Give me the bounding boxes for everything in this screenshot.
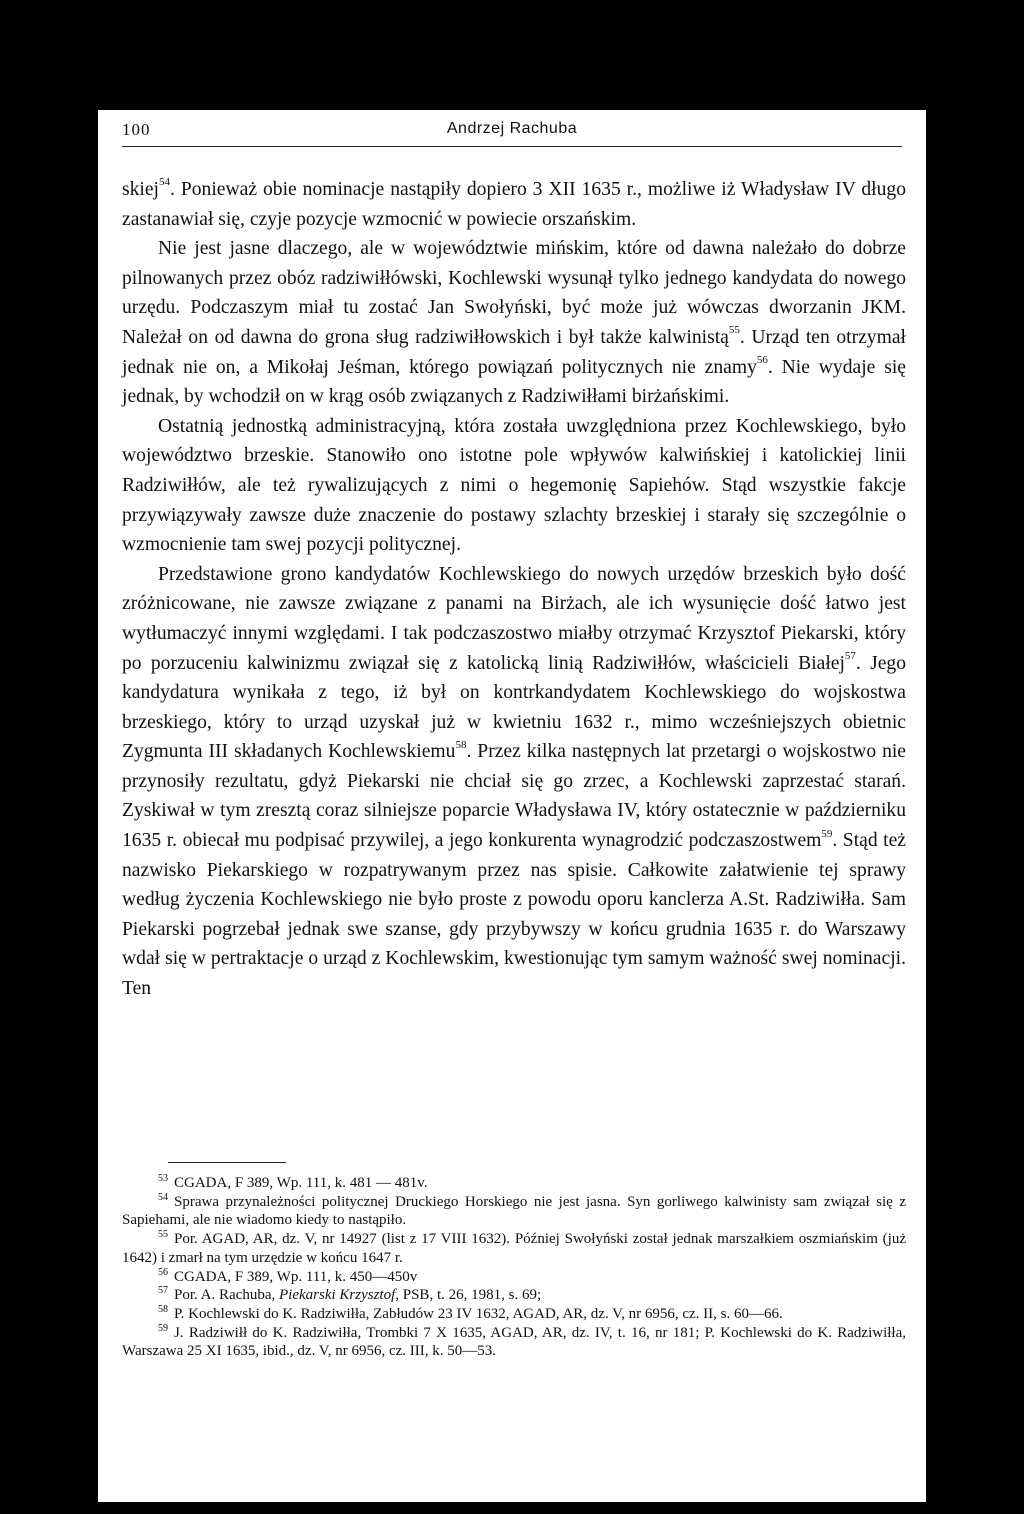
footnote-number: 55 xyxy=(158,1229,168,1241)
footnote xyxy=(122,1324,906,1361)
footnote xyxy=(122,1193,906,1230)
footnote-number: 58 xyxy=(158,1303,168,1315)
paragraph-1 xyxy=(122,175,906,234)
footnote-ref: 54 xyxy=(159,176,171,189)
text-run: Przedstawione grono kandydatów Kochlewskiego do nowych urzędów brzeskich było dość zróżnicowane, nie zawsze związane z panami na Birżach, ale ich wysunięcie dość łatwo jest wytłumaczyć innymi względami. I tak podczaszostwo miałby otrzymać Krzysztof Piekarski, który po porzuceniu kalwinizmu związał się z katolicką linią Radziwiłłów, właścicieli Białej xyxy=(122,563,906,674)
footnote-ref: 58 xyxy=(455,738,467,751)
text-run: . Przez kilka następnych lat przetargi o wojskostwo nie przynosiły rezultatu, gdyż Piekarski nie chciał się go zrzec, a Kochlewski zaprzestać starań. Zyskiwał w tym zresztą coraz silniejsze poparcie Władysława IV, który ostatecznie w październiku 1635 r. obiecał mu podpisać przywilej, a jego konkurenta wynagrodzić podczaszostwem xyxy=(122,741,907,852)
paragraph-3 xyxy=(122,412,906,560)
footnote-italic-title: Piekarski Krzysztof, xyxy=(279,1287,399,1304)
running-header xyxy=(122,118,902,147)
footnote-separator xyxy=(168,1162,286,1163)
text-run: . Jego kandydatura wynikała z tego, iż był on kontrkandydatem Kochlewskiego do wojskostwa brzeskiego, który to urząd uzyskał już w kwietniu 1632 r., mimo wcześniejszych obietnic Zygmunta III składanych Kochlewskiemu xyxy=(122,652,906,763)
footnote-number: 56 xyxy=(158,1266,168,1278)
text-run: Nie jest jasne dlaczego, ale w województwie mińskim, które od dawna należało do dobrze pilnowanych przez obóz radziwiłłówski, Kochlewski wysunął tylko jednego kandydata do nowego urzędu. Podczaszym miał tu zostać Jan Swołyński, być może już wówczas dworzanin JKM. Należał on od dawna do grona sług radziwiłłowskich i był także kalwinistą xyxy=(122,238,906,348)
text-run: . Ponieważ obie nominacje nastąpiły dopiero 3 XII 1635 r., możliwe iż Władysław IV długo zastanawiał się, czyje pozycje wzmocnić w powiecie orszańskim. xyxy=(122,179,906,230)
footnote-text: P. Kochlewski do K. Radziwiłła, Zabłudów 23 IV 1632, AGAD, AR, dz. V, nr 6956, cz. II, s. 60—66. xyxy=(174,1305,783,1322)
footnote-number: 53 xyxy=(158,1173,168,1184)
text-run: . Urząd ten otrzymał jednak nie on, a Mikołaj Jeśman, którego powiązań politycznych nie znamy xyxy=(122,326,906,378)
footnote xyxy=(122,1305,906,1324)
footnote-ref: 56 xyxy=(756,354,768,367)
footnote-text: PSB, t. 26, 1981, s. 69; xyxy=(399,1287,542,1304)
text-run: Ostatnią jednostką administracyjną, która została uwzględniona przez Kochlewskiego, było województwo brzeskie. Stanowiło ono istotne pole wpływów kalwińskiej i katolickiej linii Radziwiłłów, ale też rywalizujących z nimi o hegemonię Sapiehów. Stąd wszystkie fakcje przywiązywały zawsze duże znaczenie do postawy szlachty brzeskiej i starały się szczególnie o wzmocnienie tam swej pozycji politycznej. xyxy=(122,415,906,556)
running-author: Andrzej Rachuba xyxy=(446,120,578,137)
footnote xyxy=(122,1230,906,1267)
footnote-ref: 59 xyxy=(821,827,833,840)
footnote-text: J. Radziwiłł do K. Radziwiłła, Trombki 7 X 1635, AGAD, AR, dz. IV, t. 16, nr 181; P. Kochlewski do K. Radziwiłła, Warszawa 25 XI 1635, ibid., dz. V, nr 6956, cz. III, k. 50—53. xyxy=(122,1324,906,1360)
document-page xyxy=(98,110,926,1502)
paragraph-2 xyxy=(122,234,906,412)
footnotes xyxy=(122,1174,906,1361)
footnote-number: 57 xyxy=(158,1285,168,1297)
footnote-text: CGADA, F 389, Wp. 111, k. 450—450v xyxy=(174,1268,418,1285)
text-run: . Stąd też nazwisko Piekarskiego w rozpatrywanym przez nas spisie. Całkowite załatwienie tej sprawy według życzenia Kochlewskiego nie było proste z powodu oporu kanclerza A.St. Radziwiłła. Sam Piekarski pogrzebał jednak swe szanse, gdy przybywszy w końcu grudnia 1635 r. do Warszawy wdał się w pertraktacje o urząd z Kochlewskim, kwestionując tym samym ważność swej nominacji. Ten xyxy=(122,830,906,1000)
footnote-number: 54 xyxy=(158,1191,168,1203)
text-run: . Nie wydaje się jednak, by wchodził on w krąg osób związanych z Radziwiłłami birżańskimi. xyxy=(122,356,906,408)
footnote-text: Sprawa przynależności politycznej Druckiego Horskiego nie jest jasna. Syn gorliwego kalwinisty sam związał się z Sapiehami, ale nie wiadomo kiedy to nastąpiło. xyxy=(122,1193,906,1229)
main-text xyxy=(122,175,906,1004)
footnote-ref: 57 xyxy=(844,649,856,662)
footnote xyxy=(122,1174,906,1193)
page-number: 100 xyxy=(122,120,151,139)
footnote-number: 59 xyxy=(158,1322,168,1334)
footnote-text: Por. AGAD, AR, dz. V, nr 14927 (list z 17 VIII 1632). Później Swołyński został jednak marszałkiem oszmiańskim (już 1642) i zmarł na tym urzędzie w końcu 1647 r. xyxy=(122,1231,906,1266)
footnote xyxy=(122,1286,906,1305)
text-run: skiej xyxy=(122,179,160,200)
footnote-text: Por. A. Rachuba, xyxy=(174,1287,279,1304)
footnote-text: CGADA, F 389, Wp. 111, k. 481 — 481v. xyxy=(174,1175,428,1191)
footnote xyxy=(122,1268,906,1287)
footnote-ref: 55 xyxy=(728,324,740,337)
paragraph-4 xyxy=(122,560,906,1004)
